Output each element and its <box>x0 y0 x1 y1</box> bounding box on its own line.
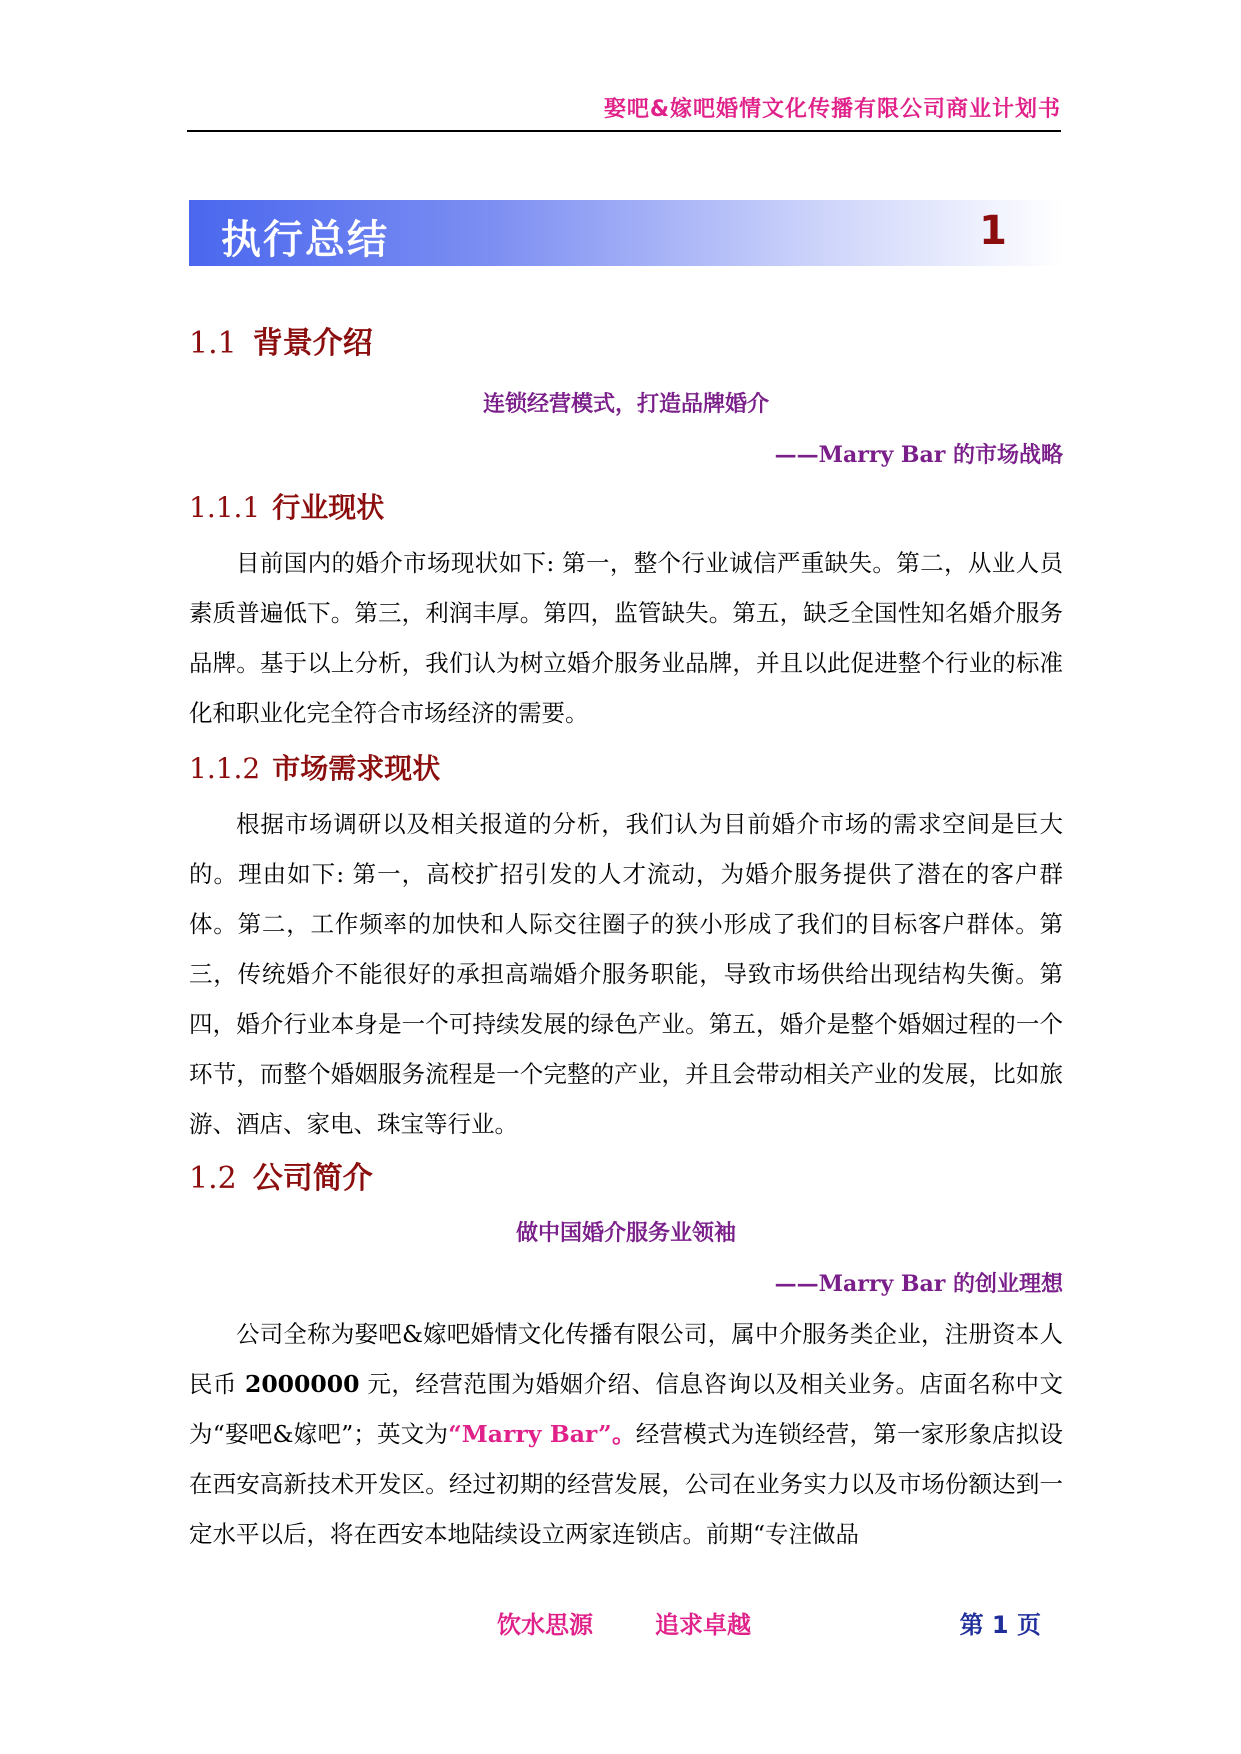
company-intro-text: 公司全称为娶吧&嫁吧婚情文化传播有限公司，属中介服务类企业，注册资本人民币 <box>189 1320 1063 1398</box>
company-intro-text: 经营模式为连锁经营，第一家形象店拟设在西安高新技术开发区。经过初期的经营发展，公司在业务实力以及市场份额达到一定水平以后，将在西安本地陆续设立两家连锁店。前期“专注做品 <box>189 1420 1063 1548</box>
page-number: 第 1 页 <box>959 1611 1041 1639</box>
section-heading-1-1-1 <box>189 486 384 526</box>
company-intro-text: 元，经营范围为婚姻介绍、信息咨询以及相关业务。店面名称中文为“娶吧&嫁吧”；英文为 <box>189 1370 1063 1448</box>
company-intro-paragraph <box>189 1309 1063 1559</box>
footer-slogan-1: 饮水思源 <box>497 1611 593 1639</box>
section-heading-1-1 <box>189 318 373 362</box>
section-title: 公司简介 <box>252 1161 373 1196</box>
section-title: 背景介绍 <box>252 326 373 361</box>
section-heading-1-2 <box>189 1153 373 1197</box>
chapter-title: 执行总结 <box>221 217 389 263</box>
market-demand-paragraph: 根据市场调研以及相关报道的分析，我们认为目前婚介市场的需求空间是巨大的。理由如下: 第一，高校扩招引发的人才流动，为婚介服务提供了潜在的客户群体。第二，工作频率的加快和人际交往圈子的狭小形成了我们的目标客户群体。第三，传统婚介不能很好的承担高端婚介服务职能，导致市场供给出现结构失衡。第四，婚介行业本身是一个可持续发展的绿色产业。第五，婚介是整个婚姻过程的一个环节，而整个婚姻服务流程是一个完整的产业，并且会带动相关产业的发展，比如旅游、酒店、家电、珠宝等行业。 <box>189 810 1063 1138</box>
section-number: 1.1 <box>189 326 237 361</box>
document-header-title: 娶吧&嫁吧婚情文化传播有限公司商业计划书 <box>603 97 1061 122</box>
section-heading-1-1-2 <box>189 747 440 787</box>
section-number: 1.1.1 <box>189 491 261 524</box>
motto-line-1: 做中国婚介服务业领袖 <box>515 1220 736 1246</box>
registered-capital: 2000000 <box>244 1370 360 1398</box>
section-number: 1.2 <box>189 1161 237 1196</box>
industry-status-paragraph: 目前国内的婚介市场现状如下: 第一，整个行业诚信严重缺失。第二，从业人员素质普遍低下。第三，利润丰厚。第四，监管缺失。第五，缺乏全国性知名婚介服务品牌。基于以上分析，我们认为树立婚介服务业品牌，并且以此促进整个行业的标准化和职业化完全符合市场经济的需要。 <box>189 549 1063 727</box>
chapter-banner <box>189 200 1063 266</box>
motto-line-2: ——Marry Bar 的市场战略 <box>774 442 1063 468</box>
section-title: 行业现状 <box>272 491 385 524</box>
motto-line-1: 连锁经营模式，打造品牌婚介 <box>482 391 769 417</box>
section-title: 市场需求现状 <box>272 752 441 785</box>
header-divider <box>187 130 1061 132</box>
section-number: 1.1.2 <box>189 752 261 785</box>
motto-line-2: ——Marry Bar 的创业理想 <box>774 1271 1063 1297</box>
chapter-number: 1 <box>979 208 1007 254</box>
brand-name-en: “Marry Bar”。 <box>448 1420 636 1448</box>
footer-slogan-2: 追求卓越 <box>655 1611 751 1639</box>
